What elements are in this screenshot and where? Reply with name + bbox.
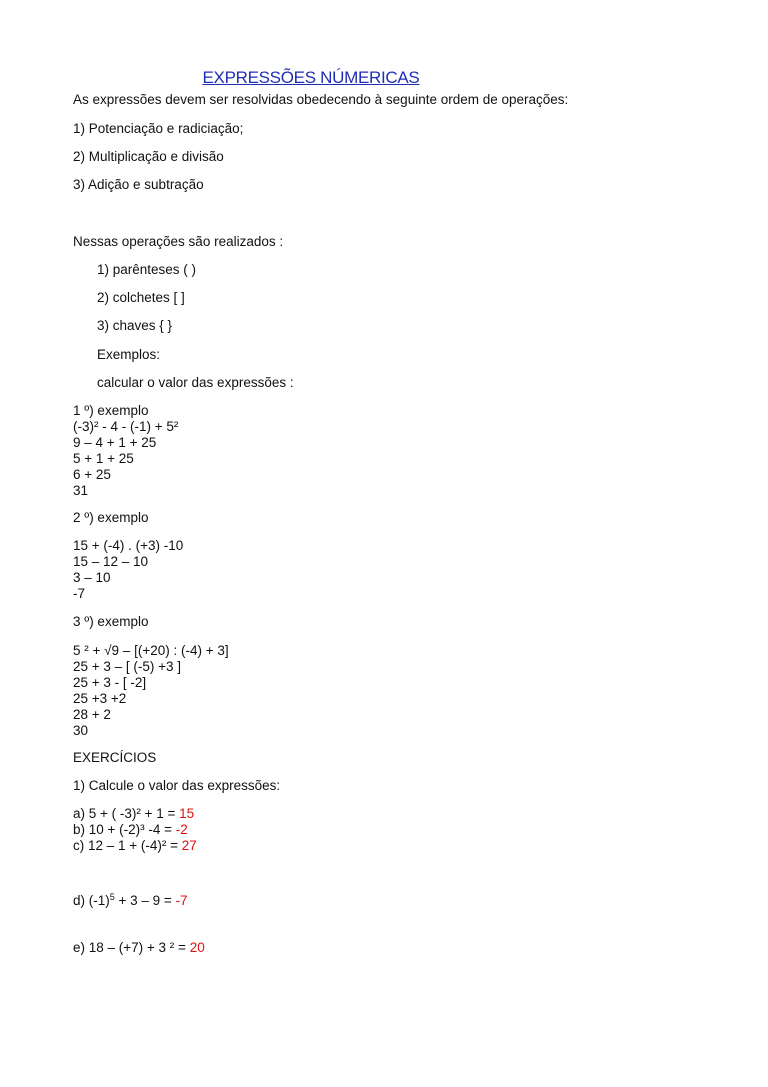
- exercise-1-prompt: 1) Calcule o valor das expressões:: [73, 778, 281, 793]
- example-3-line: 25 + 3 - [ -2]: [73, 675, 147, 690]
- exercise-answer: -7: [175, 893, 188, 908]
- ops-item-braces: 3) chaves { }: [97, 318, 173, 333]
- example-1-heading: 1 º) exemplo: [73, 403, 149, 418]
- intro-text: As expressões devem ser resolvidas obedecendo à seguinte ordem de operações:: [73, 92, 569, 107]
- exercise-answer: 27: [181, 838, 197, 853]
- example-3-line: 25 +3 +2: [73, 691, 127, 706]
- example-1-line: 31: [73, 483, 89, 498]
- exercise-answer: -2: [175, 822, 188, 837]
- exercise-expression: c) 12 – 1 + (-4)² =: [73, 838, 182, 853]
- example-3-line: 30: [73, 723, 89, 738]
- example-1-line: 5 + 1 + 25: [73, 451, 134, 466]
- exercise-exponent: 5: [109, 892, 115, 902]
- exercise-c: [73, 838, 197, 854]
- example-2-line: 3 – 10: [73, 570, 111, 585]
- exercise-d: [73, 893, 188, 909]
- example-2-line: 15 + (-4) . (+3) -10: [73, 538, 184, 553]
- order-item-2: 2) Multiplicação e divisão: [73, 149, 224, 164]
- order-item-1: 1) Potenciação e radiciação;: [73, 121, 244, 136]
- exercise-expression-post: + 3 – 9 =: [114, 893, 176, 908]
- ops-item-parentheses: 1) parênteses ( ): [97, 262, 197, 277]
- examples-label: Exemplos:: [97, 347, 161, 362]
- calc-label: calcular o valor das expressões :: [97, 375, 294, 390]
- exercise-e: [73, 940, 205, 956]
- exercise-b: [73, 822, 188, 838]
- exercise-expression: a) 5 + ( -3)² + 1 =: [73, 806, 180, 821]
- ops-intro: Nessas operações são realizados :: [73, 234, 284, 249]
- example-3-line: 5 ² + √9 – [(+20) : (-4) + 3]: [73, 643, 229, 658]
- example-1-line: (-3)² - 4 - (-1) + 5²: [73, 419, 179, 434]
- exercises-title: EXERCÍCIOS: [73, 750, 157, 765]
- example-3-line: 28 + 2: [73, 707, 111, 722]
- example-1-line: 9 – 4 + 1 + 25: [73, 435, 157, 450]
- example-3-heading: 3 º) exemplo: [73, 614, 149, 629]
- order-item-3: 3) Adição e subtração: [73, 177, 204, 192]
- ops-item-brackets: 2) colchetes [ ]: [97, 290, 185, 305]
- exercise-expression: b) 10 + (-2)³ -4 =: [73, 822, 176, 837]
- page-title: EXPRESSÕES NÚMERICAS: [202, 68, 420, 87]
- exercise-expression-pre: d) (-1): [73, 893, 110, 908]
- example-2-line: -7: [73, 586, 86, 601]
- example-2-heading: 2 º) exemplo: [73, 510, 149, 525]
- example-2-line: 15 – 12 – 10: [73, 554, 149, 569]
- exercise-a: [73, 806, 194, 822]
- example-3-line: 25 + 3 – [ (-5) +3 ]: [73, 659, 182, 674]
- exercise-answer: 15: [179, 806, 195, 821]
- exercise-expression: e) 18 – (+7) + 3 ² =: [73, 940, 190, 955]
- exercise-answer: 20: [189, 940, 205, 955]
- example-1-line: 6 + 25: [73, 467, 111, 482]
